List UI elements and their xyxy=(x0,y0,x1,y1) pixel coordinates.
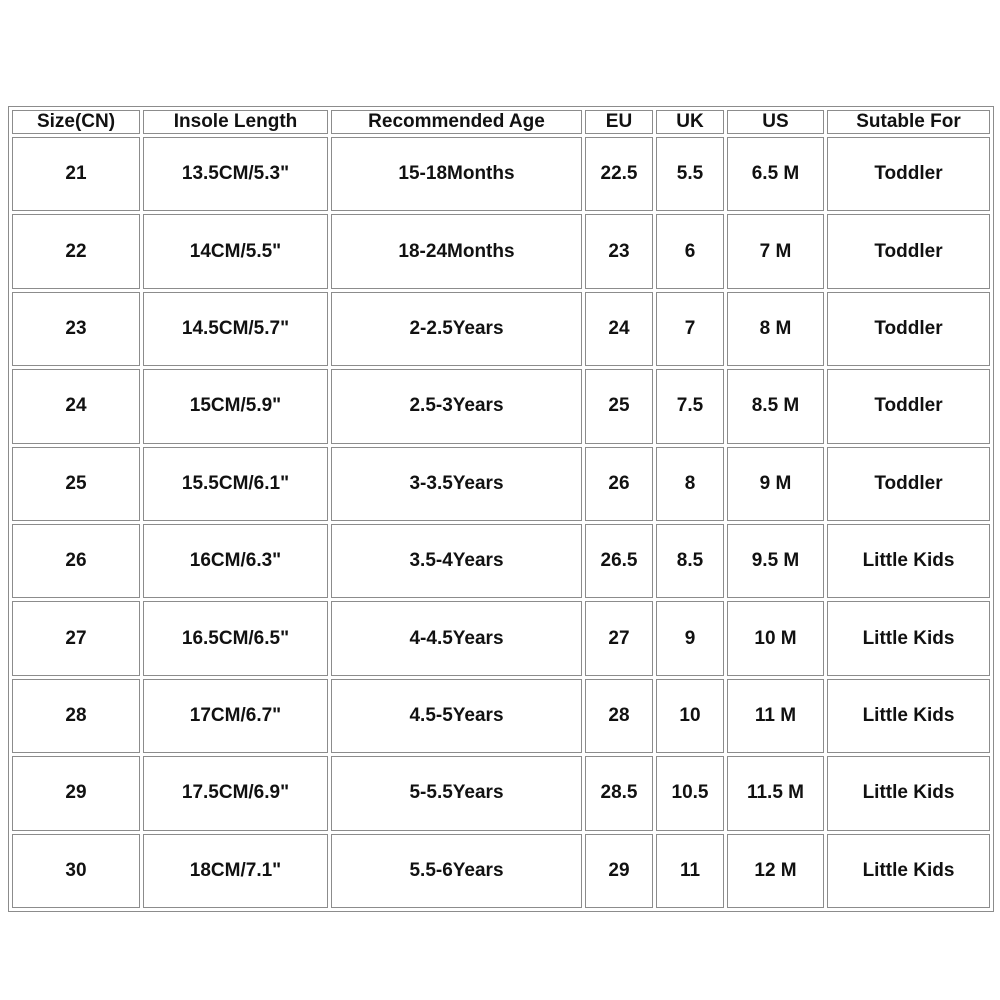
recommended-age-cell: 2-2.5Years xyxy=(331,292,582,366)
suitable-for-cell: Toddler xyxy=(827,292,990,366)
recommended-age-cell: 2.5-3Years xyxy=(331,369,582,443)
recommended-age-cell: 4-4.5Years xyxy=(331,601,582,675)
insole-length-cell: 18CM/7.1" xyxy=(143,834,328,908)
us-size-cell: 6.5 M xyxy=(727,137,824,211)
table-row xyxy=(12,292,990,366)
us-size-cell: 12 M xyxy=(727,834,824,908)
uk-size-cell: 9 xyxy=(656,601,724,675)
us-size-cell: 10 M xyxy=(727,601,824,675)
table-row xyxy=(12,834,990,908)
eu-size-cell: 25 xyxy=(585,369,653,443)
suitable-for-cell: Toddler xyxy=(827,447,990,521)
uk-size-cell: 11 xyxy=(656,834,724,908)
us-size-cell: 9 M xyxy=(727,447,824,521)
eu-size-cell: 22.5 xyxy=(585,137,653,211)
recommended-age-cell: 4.5-5Years xyxy=(331,679,582,753)
suitable-for-cell: Little Kids xyxy=(827,524,990,598)
uk-size-cell: 6 xyxy=(656,214,724,288)
suitable-for-cell: Little Kids xyxy=(827,601,990,675)
insole-length-cell: 14CM/5.5" xyxy=(143,214,328,288)
recommended-age-cell: 18-24Months xyxy=(331,214,582,288)
insole-length-cell: 17CM/6.7" xyxy=(143,679,328,753)
recommended-age-cell: 3.5-4Years xyxy=(331,524,582,598)
insole-length-cell: 16.5CM/6.5" xyxy=(143,601,328,675)
size-cn-cell: 25 xyxy=(12,447,140,521)
table-row xyxy=(12,756,990,830)
header-insole-length: Insole Length xyxy=(143,110,328,134)
header-uk: UK xyxy=(656,110,724,134)
recommended-age-cell: 3-3.5Years xyxy=(331,447,582,521)
insole-length-cell: 13.5CM/5.3" xyxy=(143,137,328,211)
eu-size-cell: 27 xyxy=(585,601,653,675)
insole-length-cell: 15CM/5.9" xyxy=(143,369,328,443)
us-size-cell: 11.5 M xyxy=(727,756,824,830)
size-cn-cell: 22 xyxy=(12,214,140,288)
eu-size-cell: 26 xyxy=(585,447,653,521)
eu-size-cell: 24 xyxy=(585,292,653,366)
us-size-cell: 7 M xyxy=(727,214,824,288)
uk-size-cell: 10 xyxy=(656,679,724,753)
us-size-cell: 8 M xyxy=(727,292,824,366)
uk-size-cell: 5.5 xyxy=(656,137,724,211)
us-size-cell: 8.5 M xyxy=(727,369,824,443)
table-row xyxy=(12,369,990,443)
insole-length-cell: 17.5CM/6.9" xyxy=(143,756,328,830)
table-row xyxy=(12,447,990,521)
size-cn-cell: 26 xyxy=(12,524,140,598)
uk-size-cell: 10.5 xyxy=(656,756,724,830)
eu-size-cell: 26.5 xyxy=(585,524,653,598)
size-cn-cell: 21 xyxy=(12,137,140,211)
header-recommended-age: Recommended Age xyxy=(331,110,582,134)
table-header-row xyxy=(12,110,990,134)
size-cn-cell: 27 xyxy=(12,601,140,675)
table-row xyxy=(12,214,990,288)
uk-size-cell: 7.5 xyxy=(656,369,724,443)
insole-length-cell: 16CM/6.3" xyxy=(143,524,328,598)
size-cn-cell: 30 xyxy=(12,834,140,908)
table-row xyxy=(12,137,990,211)
header-suitable-for: Sutable For xyxy=(827,110,990,134)
uk-size-cell: 8.5 xyxy=(656,524,724,598)
us-size-cell: 9.5 M xyxy=(727,524,824,598)
table-row xyxy=(12,524,990,598)
table-row xyxy=(12,601,990,675)
size-cn-cell: 29 xyxy=(12,756,140,830)
recommended-age-cell: 15-18Months xyxy=(331,137,582,211)
header-size-cn: Size(CN) xyxy=(12,110,140,134)
table-body xyxy=(12,137,990,908)
suitable-for-cell: Little Kids xyxy=(827,679,990,753)
eu-size-cell: 28 xyxy=(585,679,653,753)
suitable-for-cell: Little Kids xyxy=(827,756,990,830)
table-row xyxy=(12,679,990,753)
header-us: US xyxy=(727,110,824,134)
size-cn-cell: 24 xyxy=(12,369,140,443)
suitable-for-cell: Little Kids xyxy=(827,834,990,908)
size-cn-cell: 28 xyxy=(12,679,140,753)
header-eu: EU xyxy=(585,110,653,134)
suitable-for-cell: Toddler xyxy=(827,214,990,288)
recommended-age-cell: 5-5.5Years xyxy=(331,756,582,830)
us-size-cell: 11 M xyxy=(727,679,824,753)
recommended-age-cell: 5.5-6Years xyxy=(331,834,582,908)
suitable-for-cell: Toddler xyxy=(827,137,990,211)
size-cn-cell: 23 xyxy=(12,292,140,366)
uk-size-cell: 8 xyxy=(656,447,724,521)
insole-length-cell: 14.5CM/5.7" xyxy=(143,292,328,366)
eu-size-cell: 29 xyxy=(585,834,653,908)
insole-length-cell: 15.5CM/6.1" xyxy=(143,447,328,521)
eu-size-cell: 23 xyxy=(585,214,653,288)
eu-size-cell: 28.5 xyxy=(585,756,653,830)
size-chart-table xyxy=(8,106,994,912)
uk-size-cell: 7 xyxy=(656,292,724,366)
suitable-for-cell: Toddler xyxy=(827,369,990,443)
